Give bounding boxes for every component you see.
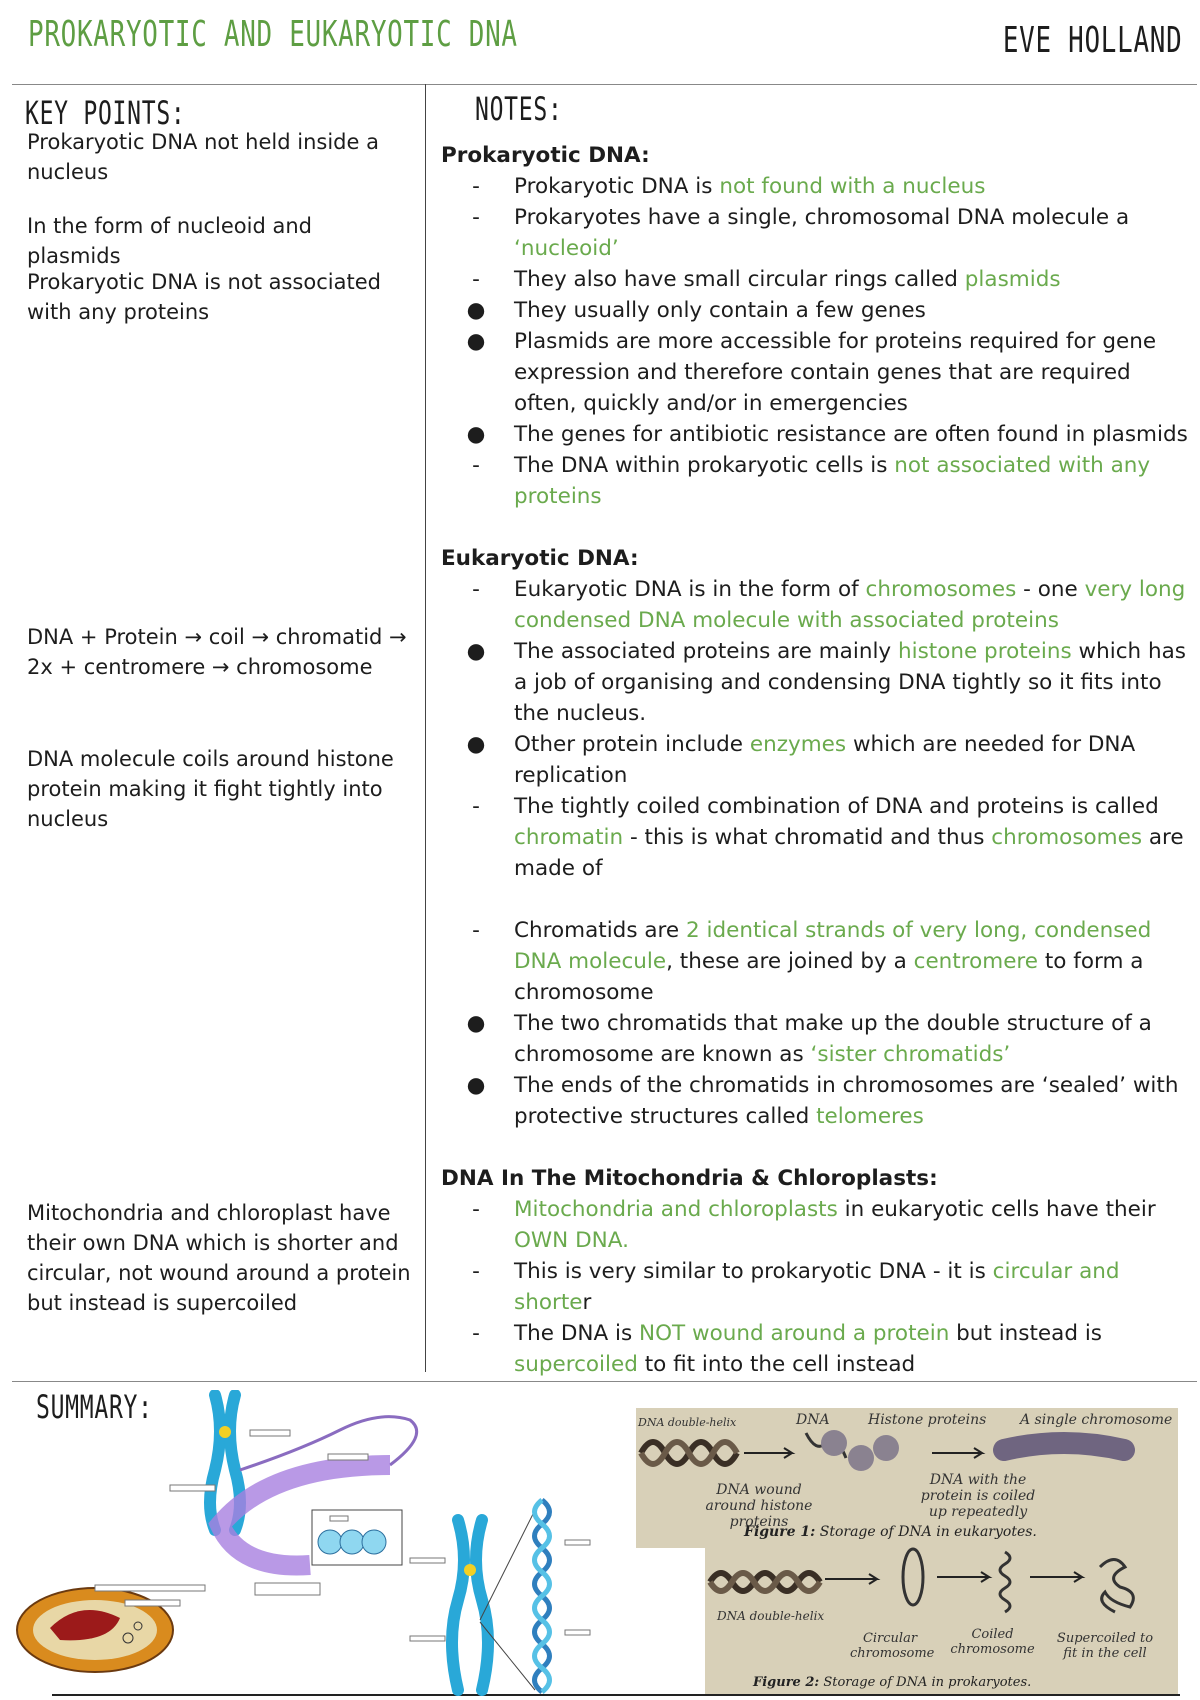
highlighted-term: Mitochondria and chloroplasts bbox=[514, 1197, 838, 1222]
bullet-icon: ● bbox=[466, 329, 486, 354]
key-point: In the form of nucleoid and plasmids bbox=[27, 214, 312, 268]
highlighted-term: supercoiled bbox=[514, 1352, 638, 1377]
column-divider bbox=[425, 84, 426, 1372]
dash-icon: - bbox=[472, 918, 480, 943]
highlighted-term: very long condensed DNA molecule with associated proteins bbox=[514, 577, 1186, 633]
note-text: The DNA is bbox=[514, 1321, 640, 1346]
figure-label: Coiled chromosome bbox=[950, 1627, 1035, 1657]
highlighted-term: NOT wound around a protein bbox=[639, 1321, 950, 1346]
note-text: The ends of the chromatids in chromosomes are ‘sealed’ with protective structures called bbox=[514, 1073, 1179, 1129]
dash-icon: - bbox=[472, 1197, 480, 1222]
note-text: , these are joined by a bbox=[666, 949, 914, 974]
note-text: The tightly coiled combination of DNA and proteins is called bbox=[514, 794, 1159, 819]
note-text: The two chromatids that make up the double structure of a chromosome are known as bbox=[514, 1011, 1152, 1067]
bullet-icon: ● bbox=[466, 1073, 486, 1098]
highlighted-term: enzymes bbox=[749, 732, 847, 757]
highlighted-term: not found with a nucleus bbox=[719, 174, 986, 199]
note-item bbox=[441, 326, 1193, 419]
section-title-eukaryotic: Eukaryotic DNA: bbox=[441, 546, 639, 571]
note-text: which are needed for DNA replication bbox=[514, 732, 1136, 788]
note-text: Plasmids are more accessible for proteins required for gene expression and therefore contain genes that are required often, quickly and/or in emergencies bbox=[514, 329, 1157, 416]
figure-1-eukaryote-storage bbox=[636, 1408, 1178, 1548]
note-item bbox=[441, 1008, 1193, 1070]
key-point: DNA + Protein → coil → chromatid → 2x + centromere → chromosome bbox=[27, 625, 407, 679]
note-item bbox=[441, 264, 1193, 295]
highlighted-term: histone proteins bbox=[897, 639, 1072, 664]
figure-caption-label: Figure 2: bbox=[753, 1675, 820, 1690]
note-item bbox=[441, 202, 1193, 264]
figure-2-caption bbox=[753, 1675, 1031, 1690]
note-text: which has a job of organising and condensing DNA tightly so it fits into the nucleus. bbox=[514, 639, 1186, 726]
note-item bbox=[441, 1318, 1193, 1380]
note-item bbox=[441, 1194, 1193, 1256]
author-name: EVE HOLLAND bbox=[1002, 20, 1182, 61]
figure-2-prokaryote-storage bbox=[705, 1547, 1178, 1694]
note-item bbox=[441, 915, 1193, 1008]
note-text: are made of bbox=[514, 825, 1184, 881]
highlighted-term: chromosomes bbox=[865, 577, 1017, 602]
figure-1-caption bbox=[744, 1524, 1037, 1540]
note-text: to fit into the cell instead bbox=[637, 1352, 916, 1377]
key-point: DNA molecule coils around histone protein making it fight tightly into nucleus bbox=[27, 747, 394, 831]
note-text: Prokaryotes have a single, chromosomal DNA molecule a bbox=[514, 205, 1130, 230]
key-point: Prokaryotic DNA is not associated with any proteins bbox=[27, 270, 381, 324]
bullet-icon: ● bbox=[466, 298, 486, 323]
dash-icon: - bbox=[472, 577, 480, 602]
section-title-prokaryotic: Prokaryotic DNA: bbox=[441, 143, 650, 168]
note-item bbox=[441, 729, 1193, 791]
header-divider bbox=[12, 84, 1197, 85]
note-text: but instead is bbox=[949, 1321, 1102, 1346]
note-item bbox=[441, 574, 1193, 636]
highlighted-term: circular and shorte bbox=[514, 1259, 1120, 1315]
note-item bbox=[441, 1256, 1193, 1318]
note-text: Eukaryotic DNA is in the form of bbox=[514, 577, 866, 602]
note-text: - this is what chromatid and thus bbox=[623, 825, 992, 850]
summary-divider bbox=[12, 1381, 1197, 1382]
note-item bbox=[441, 295, 1193, 326]
highlighted-term: ‘nucleoid’ bbox=[514, 236, 619, 261]
bullet-icon: ● bbox=[466, 422, 486, 447]
highlighted-term: centromere bbox=[913, 949, 1039, 974]
note-item bbox=[441, 419, 1193, 450]
note-text: The DNA within prokaryotic cells is bbox=[514, 453, 895, 478]
dash-icon: - bbox=[472, 205, 480, 230]
figure-2-drawing bbox=[705, 1547, 1178, 1627]
note-text: - one bbox=[1016, 577, 1085, 602]
dash-icon: - bbox=[472, 267, 480, 292]
note-text: in eukaryotic cells have their bbox=[837, 1197, 1156, 1222]
highlighted-term: chromatin bbox=[514, 825, 624, 850]
notes-body bbox=[441, 140, 1193, 1380]
figure-caption-text: Storage of DNA in eukaryotes. bbox=[815, 1524, 1037, 1540]
bullet-icon: ● bbox=[466, 639, 486, 664]
figure-label: A single chromosome bbox=[1020, 1412, 1173, 1428]
figure-label: Histone proteins bbox=[868, 1412, 987, 1428]
note-item bbox=[441, 636, 1193, 729]
unwinding-dna-drawing bbox=[220, 1417, 417, 1595]
eukaryotic-notes-list bbox=[441, 574, 1193, 1132]
figure-caption-label: Figure 1: bbox=[744, 1524, 816, 1540]
figure-label: Supercoiled to fit in the cell bbox=[1056, 1631, 1154, 1661]
figure-label: DNA double-helix bbox=[717, 1609, 825, 1623]
note-text: They usually only contain a few genes bbox=[514, 298, 926, 323]
figure-label: DNA double-helix bbox=[638, 1416, 737, 1429]
summary-heading: SUMMARY: bbox=[36, 1388, 153, 1426]
dash-icon: - bbox=[472, 794, 480, 819]
note-text: Prokaryotic DNA is bbox=[514, 174, 720, 199]
dash-icon: - bbox=[472, 174, 480, 199]
bullet-icon: ● bbox=[466, 1011, 486, 1036]
highlighted-term: OWN DNA. bbox=[514, 1228, 629, 1253]
dash-icon: - bbox=[472, 453, 480, 478]
highlighted-term: plasmids bbox=[964, 267, 1061, 292]
key-point: Prokaryotic DNA not held inside a nucleus bbox=[27, 130, 379, 184]
document-title: PROKARYOTIC AND EUKARYOTIC DNA bbox=[28, 14, 518, 55]
dna-structure-diagram bbox=[10, 1390, 630, 1698]
figure-label: Circular chromosome bbox=[850, 1631, 935, 1661]
note-text: The genes for antibiotic resistance are often found in plasmids bbox=[514, 422, 1188, 447]
figure-label: DNA wound around histone proteins bbox=[705, 1482, 813, 1530]
note-item bbox=[441, 791, 1193, 884]
highlighted-term: not associated with any proteins bbox=[514, 453, 1151, 509]
note-item bbox=[441, 450, 1193, 512]
note-text: to form a chromosome bbox=[514, 949, 1144, 1005]
figure-label: DNA with the protein is coiled up repeatedly bbox=[920, 1472, 1036, 1520]
dash-icon: - bbox=[472, 1321, 480, 1346]
bullet-icon: ● bbox=[466, 732, 486, 757]
highlighted-term: chromosomes bbox=[991, 825, 1143, 850]
dash-icon: - bbox=[472, 1259, 480, 1284]
prokaryotic-notes-list bbox=[441, 171, 1193, 512]
note-text: This is very similar to prokaryotic DNA - it is bbox=[514, 1259, 993, 1284]
figure-caption-text: Storage of DNA in prokaryotes. bbox=[819, 1675, 1032, 1690]
figure-label: DNA bbox=[796, 1412, 830, 1428]
note-text: The associated proteins are mainly bbox=[514, 639, 898, 664]
mitochondria-notes-list bbox=[441, 1194, 1193, 1380]
key-points-heading: KEY POINTS: bbox=[25, 94, 186, 132]
key-point: Mitochondria and chloroplast have their own DNA which is shorter and circular, not wound around a protein but instead is supercoiled bbox=[27, 1201, 411, 1315]
figure-1-drawing bbox=[636, 1408, 1178, 1508]
note-text: They also have small circular rings called bbox=[514, 267, 965, 292]
highlighted-term: ‘sister chromatids’ bbox=[810, 1042, 1011, 1067]
note-item bbox=[441, 1070, 1193, 1132]
prokaryotic-cell-drawing bbox=[17, 1585, 205, 1672]
section-title-mitochondria: DNA In The Mitochondria & Chloroplasts: bbox=[441, 1166, 938, 1191]
notes-heading: NOTES: bbox=[475, 90, 563, 128]
note-text: Chromatids are bbox=[514, 918, 686, 943]
note-text: Other protein include bbox=[514, 732, 750, 757]
chromosome-helix-drawing bbox=[410, 1500, 590, 1692]
highlighted-term: telomeres bbox=[816, 1104, 924, 1129]
highlighted-term: 2 identical strands of very long, condensed DNA molecule bbox=[514, 918, 1152, 974]
note-text: r bbox=[582, 1290, 592, 1315]
note-item bbox=[441, 171, 1193, 202]
